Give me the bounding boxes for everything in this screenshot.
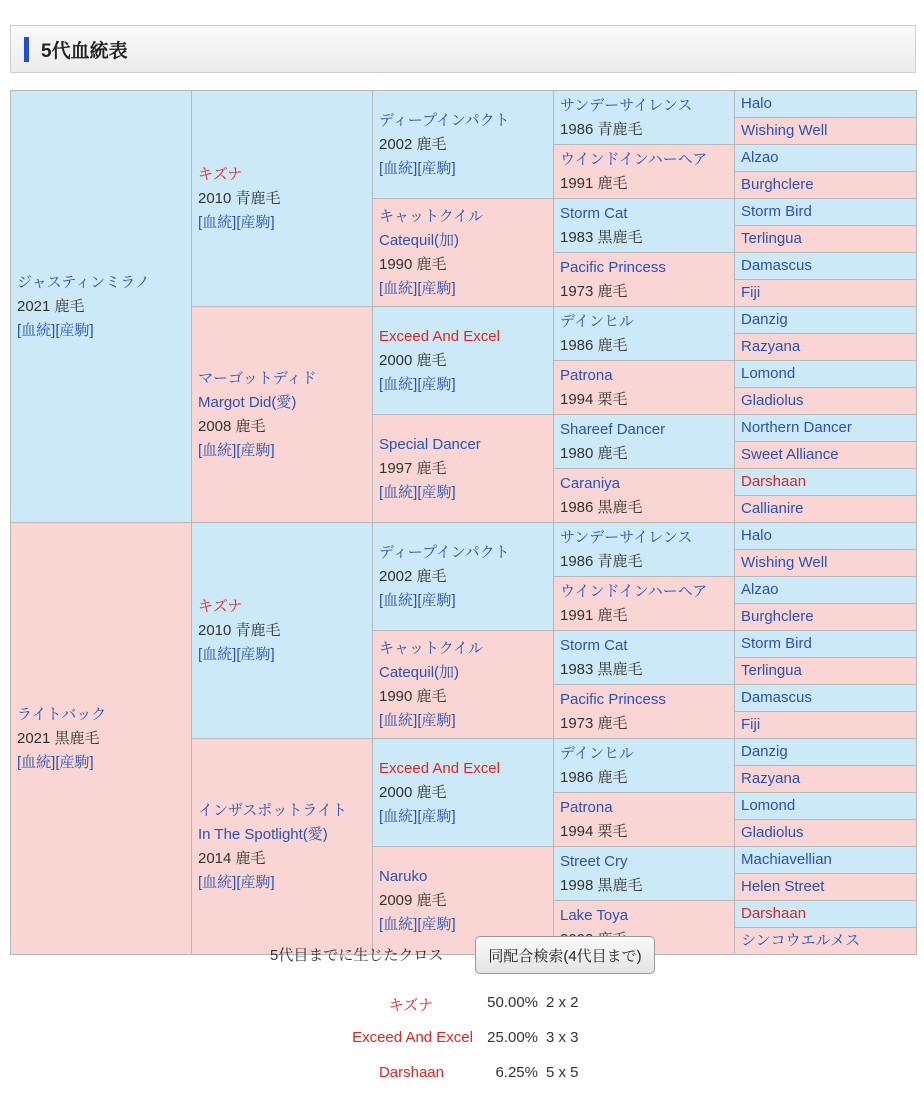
horse-name-link[interactable]: キズナ — [198, 597, 243, 615]
ancestor-cell-gen5 — [735, 712, 917, 739]
cross-horse-name[interactable]: Exceed And Excel — [352, 1029, 473, 1046]
horse-name-link[interactable]: Lomond — [741, 797, 796, 814]
horse-name-link[interactable]: ディープインパクト — [379, 543, 510, 561]
horse-origin-name-link[interactable]: Catequil(加) — [379, 231, 460, 249]
horse-birth-color: 2009 鹿毛 — [379, 891, 447, 909]
ancestor-cell-gen3 — [373, 631, 554, 739]
ancestor-cell-gen4 — [554, 91, 735, 145]
horse-name-link[interactable]: Burghclere — [741, 176, 814, 193]
pedigree-link[interactable]: [血統] — [379, 591, 418, 609]
ancestor-cell-gen3 — [373, 307, 554, 415]
horse-name-link[interactable]: Storm Bird — [741, 635, 812, 652]
horse-links — [198, 439, 366, 463]
ancestor-cell-gen3 — [373, 415, 554, 523]
ancestor-cell-gen4 — [554, 307, 735, 361]
pedigree-link[interactable]: [血統] — [379, 711, 418, 729]
horse-birth-color: 1994 栗毛 — [560, 390, 628, 408]
horse-name-link[interactable]: Fiji — [741, 284, 761, 301]
horse-birth-color: 1986 黒鹿毛 — [560, 498, 643, 516]
ancestor-cell-gen5 — [735, 820, 917, 847]
horse-birth-color: 2021 黒鹿毛 — [17, 729, 100, 747]
horse-birth-color: 1991 鹿毛 — [560, 606, 628, 624]
section-header — [10, 25, 916, 73]
foals-link[interactable]: [産駒] — [236, 645, 275, 663]
pedigree-link[interactable]: [血統] — [379, 483, 418, 501]
horse-name-link[interactable]: Halo — [741, 527, 772, 544]
foals-link[interactable]: [産駒] — [236, 441, 275, 459]
header-accent-bar — [24, 37, 29, 62]
ancestor-cell-gen4 — [554, 469, 735, 523]
ancestor-cell-gen2 — [192, 307, 373, 523]
pedigree-link[interactable]: [血統] — [379, 915, 418, 933]
horse-name-link[interactable]: キャットクイル — [379, 207, 483, 225]
horse-name-link[interactable]: Razyana — [741, 770, 801, 787]
horse-birth-color: 1986 鹿毛 — [560, 336, 628, 354]
ancestor-cell-gen5 — [735, 874, 917, 901]
ancestor-cell-gen5 — [735, 847, 917, 874]
foals-link[interactable]: [産駒] — [417, 159, 456, 177]
cross-percent: 50.00% — [487, 994, 538, 1011]
horse-links — [379, 373, 547, 397]
cross-row — [0, 1064, 924, 1088]
foals-link[interactable]: [産駒] — [417, 807, 456, 825]
ancestor-cell-gen5 — [735, 658, 917, 685]
ancestor-cell-gen3 — [373, 523, 554, 631]
ancestor-cell-gen5 — [735, 334, 917, 361]
horse-name-link[interactable]: Callianire — [741, 500, 804, 517]
horse-name-link[interactable]: Wishing Well — [741, 122, 828, 139]
cross-generation: 5 x 5 — [546, 1064, 579, 1081]
ancestor-cell-gen5 — [735, 739, 917, 766]
ancestor-cell-gen3 — [373, 199, 554, 307]
horse-name-link[interactable]: Fiji — [741, 716, 761, 733]
horse-birth-color: 1997 鹿毛 — [379, 459, 447, 477]
horse-name-link[interactable]: ディープインパクト — [379, 111, 510, 129]
foals-link[interactable]: [産駒] — [417, 915, 456, 933]
horse-birth-color: 1998 黒鹿毛 — [560, 876, 643, 894]
cross-horse-name[interactable]: Darshaan — [378, 1064, 444, 1081]
ancestor-cell-gen2 — [192, 91, 373, 307]
ancestor-cell-gen5 — [735, 550, 917, 577]
horse-name-link[interactable]: デインヒル — [560, 312, 634, 330]
horse-name-link[interactable]: Sweet Alliance — [741, 446, 839, 463]
pedigree-link[interactable]: [血統] — [198, 873, 237, 891]
ancestor-cell-gen5 — [735, 577, 917, 604]
ancestor-cell-gen4 — [554, 523, 735, 577]
horse-name-link[interactable]: シンコウエルメス — [741, 932, 861, 949]
horse-name-link[interactable]: ジャスティンミラノ — [17, 273, 150, 291]
horse-name-link[interactable]: キズナ — [198, 165, 243, 183]
horse-birth-color: 1973 鹿毛 — [560, 714, 628, 732]
ancestor-cell-gen4 — [554, 199, 735, 253]
ancestor-cell-gen4 — [554, 145, 735, 199]
ancestor-cell-gen5 — [735, 145, 917, 172]
pedigree-link[interactable]: [血統] — [198, 645, 237, 663]
pedigree-link[interactable]: [血統] — [17, 753, 56, 771]
pedigree-link[interactable]: [血統] — [198, 213, 237, 231]
pedigree-table — [10, 90, 917, 955]
horse-links — [379, 709, 547, 733]
ancestor-cell-gen5 — [735, 523, 917, 550]
pedigree-link[interactable]: [血統] — [379, 807, 418, 825]
ancestor-cell-gen2 — [192, 523, 373, 739]
horse-name-link[interactable]: Danzig — [741, 311, 788, 328]
foals-link[interactable]: [産駒] — [417, 483, 456, 501]
horse-birth-color: 1986 青鹿毛 — [560, 120, 643, 138]
horse-name-link[interactable]: Damascus — [741, 689, 812, 706]
horse-name-link[interactable]: Helen Street — [741, 878, 825, 895]
horse-links — [17, 751, 185, 775]
pedigree-row — [11, 523, 917, 550]
horse-birth-color: 1983 黒鹿毛 — [560, 660, 643, 678]
horse-links — [379, 277, 547, 301]
cross-row — [0, 1029, 924, 1053]
horse-links — [379, 157, 547, 181]
horse-links — [379, 913, 547, 937]
horse-birth-color: 1990 鹿毛 — [379, 255, 447, 273]
horse-name-link[interactable]: Storm Bird — [741, 203, 812, 220]
horse-name-link[interactable]: Street Cry — [560, 852, 628, 870]
horse-name-link[interactable]: マーゴットディド — [198, 369, 317, 387]
horse-birth-color: 1990 鹿毛 — [379, 687, 447, 705]
horse-birth-color: 1973 鹿毛 — [560, 282, 628, 300]
horse-birth-color: 2010 青鹿毛 — [198, 189, 281, 207]
horse-origin-name-link[interactable]: In The Spotlight(愛) — [198, 825, 328, 843]
ancestor-cell-gen1 — [11, 523, 192, 955]
horse-name-link[interactable]: Storm Cat — [560, 636, 628, 654]
horse-birth-color: 1983 黒鹿毛 — [560, 228, 643, 246]
ancestor-cell-gen4 — [554, 847, 735, 901]
horse-name-link[interactable]: Alzao — [741, 149, 779, 166]
horse-birth-color: 1991 鹿毛 — [560, 174, 628, 192]
ancestor-cell-gen5 — [735, 766, 917, 793]
ancestor-cell-gen5 — [735, 685, 917, 712]
horse-name-link[interactable]: Pacific Princess — [560, 690, 666, 708]
horse-name-link[interactable]: Exceed And Excel — [379, 759, 500, 777]
ancestor-cell-gen5 — [735, 496, 917, 523]
ancestor-cell-gen5 — [735, 442, 917, 469]
ancestor-cell-gen5 — [735, 361, 917, 388]
cross-label: 5代目までに生じたクロス — [270, 947, 444, 964]
horse-name-link[interactable]: サンデーサイレンス — [560, 528, 693, 546]
horse-birth-color: 2002 鹿毛 — [379, 567, 447, 585]
horse-name-link[interactable]: Patrona — [560, 366, 613, 384]
horse-name-link[interactable]: Gladiolus — [741, 392, 804, 409]
horse-name-link[interactable]: Darshaan — [741, 905, 807, 922]
horse-name-link[interactable]: Exceed And Excel — [379, 327, 500, 345]
horse-links — [198, 211, 366, 235]
horse-name-link[interactable]: Gladiolus — [741, 824, 804, 841]
horse-name-link[interactable]: Terlingua — [741, 662, 802, 679]
ancestor-cell-gen4 — [554, 577, 735, 631]
cross-percent: 25.00% — [487, 1029, 538, 1046]
ancestor-cell-gen5 — [735, 928, 917, 955]
ancestor-cell-gen5 — [735, 469, 917, 496]
foals-link[interactable]: [産駒] — [55, 753, 94, 771]
horse-birth-color: 2000 鹿毛 — [379, 783, 447, 801]
ancestor-cell-gen5 — [735, 793, 917, 820]
horse-name-link[interactable]: Patrona — [560, 798, 613, 816]
horse-name-link[interactable]: Halo — [741, 95, 772, 112]
horse-links — [198, 643, 366, 667]
horse-name-link[interactable]: デインヒル — [560, 744, 634, 762]
horse-name-link[interactable]: Razyana — [741, 338, 801, 355]
ancestor-cell-gen5 — [735, 388, 917, 415]
horse-name-link[interactable]: ライトバック — [17, 705, 107, 723]
same-mating-search-button[interactable]: 同配合検索(4代目まで) — [475, 936, 655, 974]
ancestor-cell-gen4 — [554, 739, 735, 793]
ancestor-cell-gen5 — [735, 415, 917, 442]
horse-name-link[interactable]: Lake Toya — [560, 906, 629, 924]
horse-name-link[interactable]: Damascus — [741, 257, 812, 274]
horse-links — [379, 481, 547, 505]
foals-link[interactable]: [産駒] — [417, 711, 456, 729]
horse-name-link[interactable]: ウインドインハーヘア — [560, 150, 708, 168]
horse-name-link[interactable]: Northern Dancer — [741, 419, 852, 436]
pedigree-link[interactable]: [血統] — [379, 279, 418, 297]
ancestor-cell-gen4 — [554, 361, 735, 415]
horse-birth-color: 1986 青鹿毛 — [560, 552, 643, 570]
foals-link[interactable]: [産駒] — [417, 279, 456, 297]
horse-name-link[interactable]: Lomond — [741, 365, 796, 382]
horse-birth-color: 2002 鹿毛 — [379, 135, 447, 153]
horse-links — [17, 319, 185, 343]
ancestor-cell-gen3 — [373, 739, 554, 847]
horse-name-link[interactable]: Naruko — [379, 867, 428, 885]
horse-origin-name-link[interactable]: Margot Did(愛) — [198, 393, 297, 411]
horse-name-link[interactable]: Storm Cat — [560, 204, 628, 222]
horse-birth-color: 2021 鹿毛 — [17, 297, 85, 315]
ancestor-cell-gen3 — [373, 91, 554, 199]
horse-birth-color: 2014 鹿毛 — [198, 849, 266, 867]
ancestor-cell-gen5 — [735, 226, 917, 253]
ancestor-cell-gen2 — [192, 739, 373, 955]
pedigree-link[interactable]: [血統] — [379, 159, 418, 177]
horse-name-link[interactable]: キャットクイル — [379, 639, 483, 657]
ancestor-cell-gen5 — [735, 901, 917, 928]
horse-name-link[interactable]: Terlingua — [741, 230, 802, 247]
horse-name-link[interactable]: Alzao — [741, 581, 779, 598]
cross-generation: 2 x 2 — [546, 994, 579, 1011]
pedigree-link[interactable]: [血統] — [379, 375, 418, 393]
horse-name-link[interactable]: Danzig — [741, 743, 788, 760]
ancestor-cell-gen5 — [735, 118, 917, 145]
horse-name-link[interactable]: Shareef Dancer — [560, 420, 666, 438]
pedigree-row — [11, 91, 917, 118]
ancestor-cell-gen5 — [735, 199, 917, 226]
ancestor-cell-gen4 — [554, 415, 735, 469]
ancestor-cell-gen5 — [735, 253, 917, 280]
horse-birth-color: 2010 青鹿毛 — [198, 621, 281, 639]
foals-link[interactable]: [産駒] — [236, 213, 275, 231]
foals-link[interactable]: [産駒] — [236, 873, 275, 891]
pedigree-link[interactable]: [血統] — [198, 441, 237, 459]
horse-birth-color: 2000 鹿毛 — [379, 351, 447, 369]
ancestor-cell-gen5 — [735, 604, 917, 631]
ancestor-cell-gen5 — [735, 307, 917, 334]
horse-name-link[interactable]: Wishing Well — [741, 554, 828, 571]
horse-name-link[interactable]: Burghclere — [741, 608, 814, 625]
horse-links — [379, 589, 547, 613]
ancestor-cell-gen5 — [735, 280, 917, 307]
horse-name-link[interactable]: Darshaan — [741, 473, 807, 490]
horse-name-link[interactable]: インザスポットライト — [198, 801, 347, 819]
cross-horse-name[interactable]: キズナ — [388, 997, 433, 1014]
ancestor-cell-gen5 — [735, 172, 917, 199]
horse-name-link[interactable]: ウインドインハーヘア — [560, 582, 708, 600]
ancestor-cell-gen5 — [735, 631, 917, 658]
horse-name-link[interactable]: サンデーサイレンス — [560, 96, 693, 114]
horse-birth-color: 1980 鹿毛 — [560, 444, 628, 462]
ancestor-cell-gen4 — [554, 685, 735, 739]
horse-links — [379, 805, 547, 829]
foals-link[interactable]: [産駒] — [417, 591, 456, 609]
horse-name-link[interactable]: Special Dancer — [379, 435, 481, 453]
foals-link[interactable]: [産駒] — [55, 321, 94, 339]
horse-links — [198, 871, 366, 895]
section-title: 5代血統表 — [41, 41, 128, 62]
cross-percent: 6.25% — [495, 1064, 538, 1081]
horse-name-link[interactable]: Caraniya — [560, 474, 621, 492]
pedigree-link[interactable]: [血統] — [17, 321, 56, 339]
ancestor-cell-gen4 — [554, 253, 735, 307]
ancestor-cell-gen4 — [554, 793, 735, 847]
cross-row — [0, 994, 924, 1018]
ancestor-cell-gen5 — [735, 91, 917, 118]
foals-link[interactable]: [産駒] — [417, 375, 456, 393]
cross-generation: 3 x 3 — [546, 1029, 579, 1046]
horse-birth-color: 2008 鹿毛 — [198, 417, 266, 435]
ancestor-cell-gen4 — [554, 631, 735, 685]
horse-birth-color: 1994 栗毛 — [560, 822, 628, 840]
horse-name-link[interactable]: Machiavellian — [741, 851, 832, 868]
horse-origin-name-link[interactable]: Catequil(加) — [379, 663, 460, 681]
horse-name-link[interactable]: Pacific Princess — [560, 258, 666, 276]
horse-birth-color: 1986 鹿毛 — [560, 768, 628, 786]
ancestor-cell-gen1 — [11, 91, 192, 523]
